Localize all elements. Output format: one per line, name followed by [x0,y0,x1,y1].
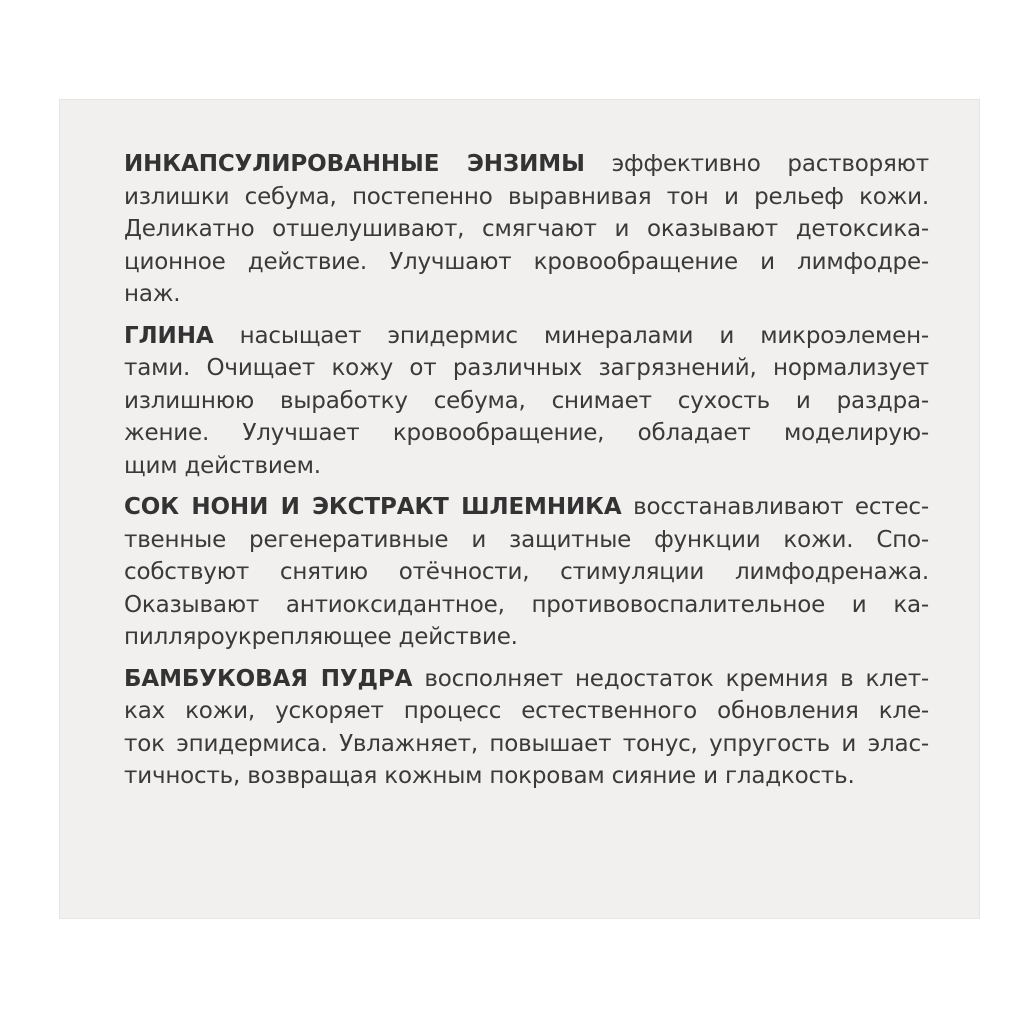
text-line: ках кожи, ускоряет процесс естественного обновления кле- [124,698,930,724]
text-line: излишнюю выработку себума, снимает сухость и раздра- [124,387,929,414]
text-fragment: эффективно растворяют [584,151,929,177]
text-fragment: восполняет недостаток кремния в клет- [412,665,929,692]
ingredient-term: БАМБУКОВАЯ ПУДРА [124,665,413,692]
product-label-card [60,100,979,918]
text-line: твенные регенеративные и защитные функции кожи. Спо- [124,526,929,553]
text-line: жение. Улучшает кровообращение, обладает моделирую- [124,420,929,446]
paragraph-bamboo-powder [124,663,929,793]
text-line: наж. [124,281,181,307]
text-line [124,148,929,181]
text-fragment: насыщает эпидермис минералами и микроэлемен- [213,322,930,349]
text-line: излишки себума, постепенно выравнивая тон и рельеф кожи. [124,183,930,210]
text-line: Деликатно отшелушивают, смягчают и оказывают детоксика- [124,216,930,242]
paragraph-clay [124,320,929,483]
ingredient-term: ГЛИНА [124,322,214,349]
text-line: Оказывают антиоксидантное, противовоспалительное и ка- [124,591,930,618]
ingredient-term: СОК НОНИ И ЭКСТРАКТ ШЛЕМНИКА [124,494,622,520]
paragraph-encapsulated-enzymes [124,148,929,311]
text-fragment: восстанавливают естес- [621,494,929,520]
text-line [124,491,929,524]
text-line: ток эпидермиса. Увлажняет, повышает тонус, упругость и элас- [124,730,930,757]
text-line: пилляроукрепляющее действие. [124,624,518,650]
text-line: тами. Очищает кожу от различных загрязнений, нормализует [124,355,930,381]
text-line [124,320,929,353]
paragraph-noni-skullcap [124,491,929,654]
ingredient-description [124,148,929,802]
text-line: собствуют снятию отёчности, стимуляции лимфодренажа. [124,559,930,585]
text-line: тичность, возвращая кожным покровам сияние и гладкость. [124,763,855,789]
text-line [124,663,929,696]
text-line: щим действием. [124,452,321,479]
text-line: ционное действие. Улучшают кровообращение и лимфодре- [124,248,929,275]
ingredient-term: ИНКАПСУЛИРОВАННЫЕ ЭНЗИМЫ [124,151,585,177]
